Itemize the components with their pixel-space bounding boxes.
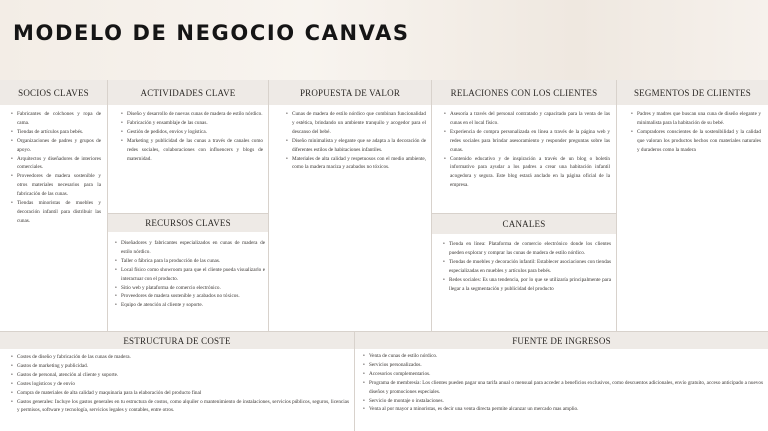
list-item: • Gastos generales: Incluye los gastos generales en tu estructura de costos, como alquiler o mantenimiento de instalaciones, servicios públicos, seguros, licencias y permisos, software y tecnología, servicios legales y contables, entre otros. — [11, 398, 349, 416]
list-item: • Diseño minimalista y elegante que se adapta a la decoración de diferentes estilos de habitaciones infantiles. — [286, 137, 426, 155]
list-item: • Compradores conscientes de la sostenibilidad y la calidad que valoran los productos hechos con materiales naturales y duraderos como la madera — [631, 128, 761, 155]
list-item: • Tiendas minoristas de muebles y decoración infantil para distribuir las cunas. — [11, 199, 101, 226]
list-item: • Materiales de alta calidad y respetuosos con el medio ambiente, como la madera maciza y acabados no tóxicos. — [286, 155, 426, 173]
list-item: • Proveedores de madera sostenible y acabados no tóxicos. — [115, 292, 265, 301]
list-item: • Compra de materiales de alta calidad y maquinaria para la elaboración del producto final — [11, 389, 349, 398]
canales-block — [432, 214, 616, 331]
list-item: • Costes de diseño y fabricación de las cunas de madera. — [11, 353, 349, 362]
divider — [432, 213, 616, 214]
list-item: • Gastos de marketing y publicidad. — [11, 362, 349, 371]
list-item: • Local físico como showroom para que el cliente pueda visualizarlo e interactuar con el producto. — [115, 266, 265, 284]
list-item: • Costes logísticos y de envío — [11, 380, 349, 389]
list-item: • Venta al por mayor a minoristas, es decir una venta directa permite alcanzar un mercado mas amplio. — [363, 405, 763, 414]
list-item: • Accesorios complementarios. — [363, 370, 763, 379]
list-item: • Redes sociales: Es una tendencia, por lo que se utilizaría principalmente para llegar a la segmentación y publicidad del producto — [443, 276, 611, 294]
socios-claves-block — [0, 80, 107, 331]
divider — [108, 213, 268, 214]
divider — [431, 80, 432, 332]
list-item: • Gestión de pedidos, envíos y logística. — [121, 128, 263, 137]
page-title: MODELO DE NEGOCIO CANVAS — [13, 21, 410, 45]
relaciones-clientes-heading: RELACIONES CON LOS CLIENTES — [432, 80, 616, 105]
divider — [0, 331, 768, 332]
list-item: • Asesoría a través del personal contratado y capacitado para la venta de las cunas en el local físico. — [444, 110, 610, 128]
segmentos-clientes-heading: SEGMENTOS DE CLIENTES — [617, 80, 768, 105]
fuente-ingresos-block — [355, 332, 768, 431]
actividades-clave-list — [121, 110, 263, 163]
list-item: • Padres y madres que buscan una cuna de diseño elegante y minimalista para la habitación de su bebé. — [631, 110, 761, 128]
recursos-claves-list — [115, 239, 265, 310]
list-item: • Proveedores de madera sostenible y otros materiales necesarios para la fabricación de las cunas. — [11, 172, 101, 199]
list-item: • Programa de membresía: Los clientes pueden pagar una tarifa anual o mensual para acceder a beneficios exclusivos, como descuentos adicionales, envío gratuito, acceso anticipado a nuevos diseños y promociones especiales. — [363, 379, 763, 397]
list-item: • Servicios personalizados. — [363, 361, 763, 370]
divider — [107, 80, 108, 332]
list-item: • Diseño y desarrollo de nuevas cunas de madera de estilo nórdico. — [121, 110, 263, 119]
estructura-coste-heading: ESTRUCTURA DE COSTE — [0, 332, 354, 349]
divider — [268, 80, 269, 332]
fuente-ingresos-list — [363, 352, 763, 414]
divider — [616, 80, 617, 332]
list-item: • Diseñadores y fabricantes especializados en cunas de madera de estilo nórdico. — [115, 239, 265, 257]
recursos-claves-heading: RECURSOS CLAVES — [108, 214, 268, 232]
list-item: • Tiendas de muebles y decoración infantil: Establecer asociaciones con tiendas especializadas en muebles y artículos para bebés. — [443, 258, 611, 276]
list-item: • Marketing y publicidad de las cunas a través de canales como redes sociales, colaboraciones con influencers y blogs de maternidad. — [121, 137, 263, 164]
relaciones-clientes-block — [432, 80, 616, 213]
propuesta-valor-list — [286, 110, 426, 172]
canales-list — [443, 240, 611, 293]
relaciones-clientes-list — [444, 110, 610, 190]
estructura-coste-block — [0, 332, 354, 431]
divider — [354, 332, 355, 431]
list-item: • Sitio web y plataforma de comercio electrónico. — [115, 284, 265, 293]
list-item: • Equipo de atención al cliente y soporte. — [115, 301, 265, 310]
list-item: • Arquitectos y diseñadores de interiores comerciales. — [11, 155, 101, 173]
list-item: • Gastos de personal, atención al cliente y soporte. — [11, 371, 349, 380]
list-item: • Servicio de montaje o instalaciones. — [363, 397, 763, 406]
list-item: • Venta de cunas de estilo nórdico. — [363, 352, 763, 361]
list-item: • Tiendas de artículos para bebés. — [11, 128, 101, 137]
segmentos-clientes-list — [631, 110, 761, 155]
list-item: • Taller o fábrica para la producción de las cunas. — [115, 257, 265, 266]
list-item: • Tienda en línea: Plataforma de comercio electrónico donde los clientes pueden explorar y comprar las cunas de madera de estilo nórdico. — [443, 240, 611, 258]
list-item: • Fabricantes de colchones y ropa de cama. — [11, 110, 101, 128]
propuesta-valor-block — [269, 80, 431, 331]
list-item: • Fabricación y ensamblaje de las cunas. — [121, 119, 263, 128]
actividades-clave-heading: ACTIVIDADES CLAVE — [108, 80, 268, 105]
fuente-ingresos-heading: FUENTE DE INGRESOS — [355, 332, 768, 349]
list-item: • Cunas de madera de estilo nórdico que combinan funcionalidad y estética, brindando un ambiente tranquilo y acogedor para el descanso del bebé. — [286, 110, 426, 137]
socios-claves-list — [11, 110, 101, 226]
socios-claves-heading: SOCIOS CLAVES — [0, 80, 107, 105]
list-item: • Experiencia de compra personalizada en línea a través de la página web y redes sociales para brindar asesoramiento y responder preguntas sobre las cunas. — [444, 128, 610, 155]
list-item: • Contenido educativo y de inspiración a través de un blog o boletín informativo para ayudar a los padres a crear una habitación infantil acogedora y segura. Este blog estará anclado en la página oficial de la empresa. — [444, 155, 610, 191]
propuesta-valor-heading: PROPUESTA DE VALOR — [269, 80, 431, 105]
recursos-claves-block — [108, 214, 268, 331]
estructura-coste-list — [11, 353, 349, 415]
segmentos-clientes-block — [617, 80, 768, 331]
list-item: • Organizaciones de padres y grupos de apoyo. — [11, 137, 101, 155]
canales-heading: CANALES — [432, 214, 616, 234]
actividades-clave-block — [108, 80, 268, 213]
